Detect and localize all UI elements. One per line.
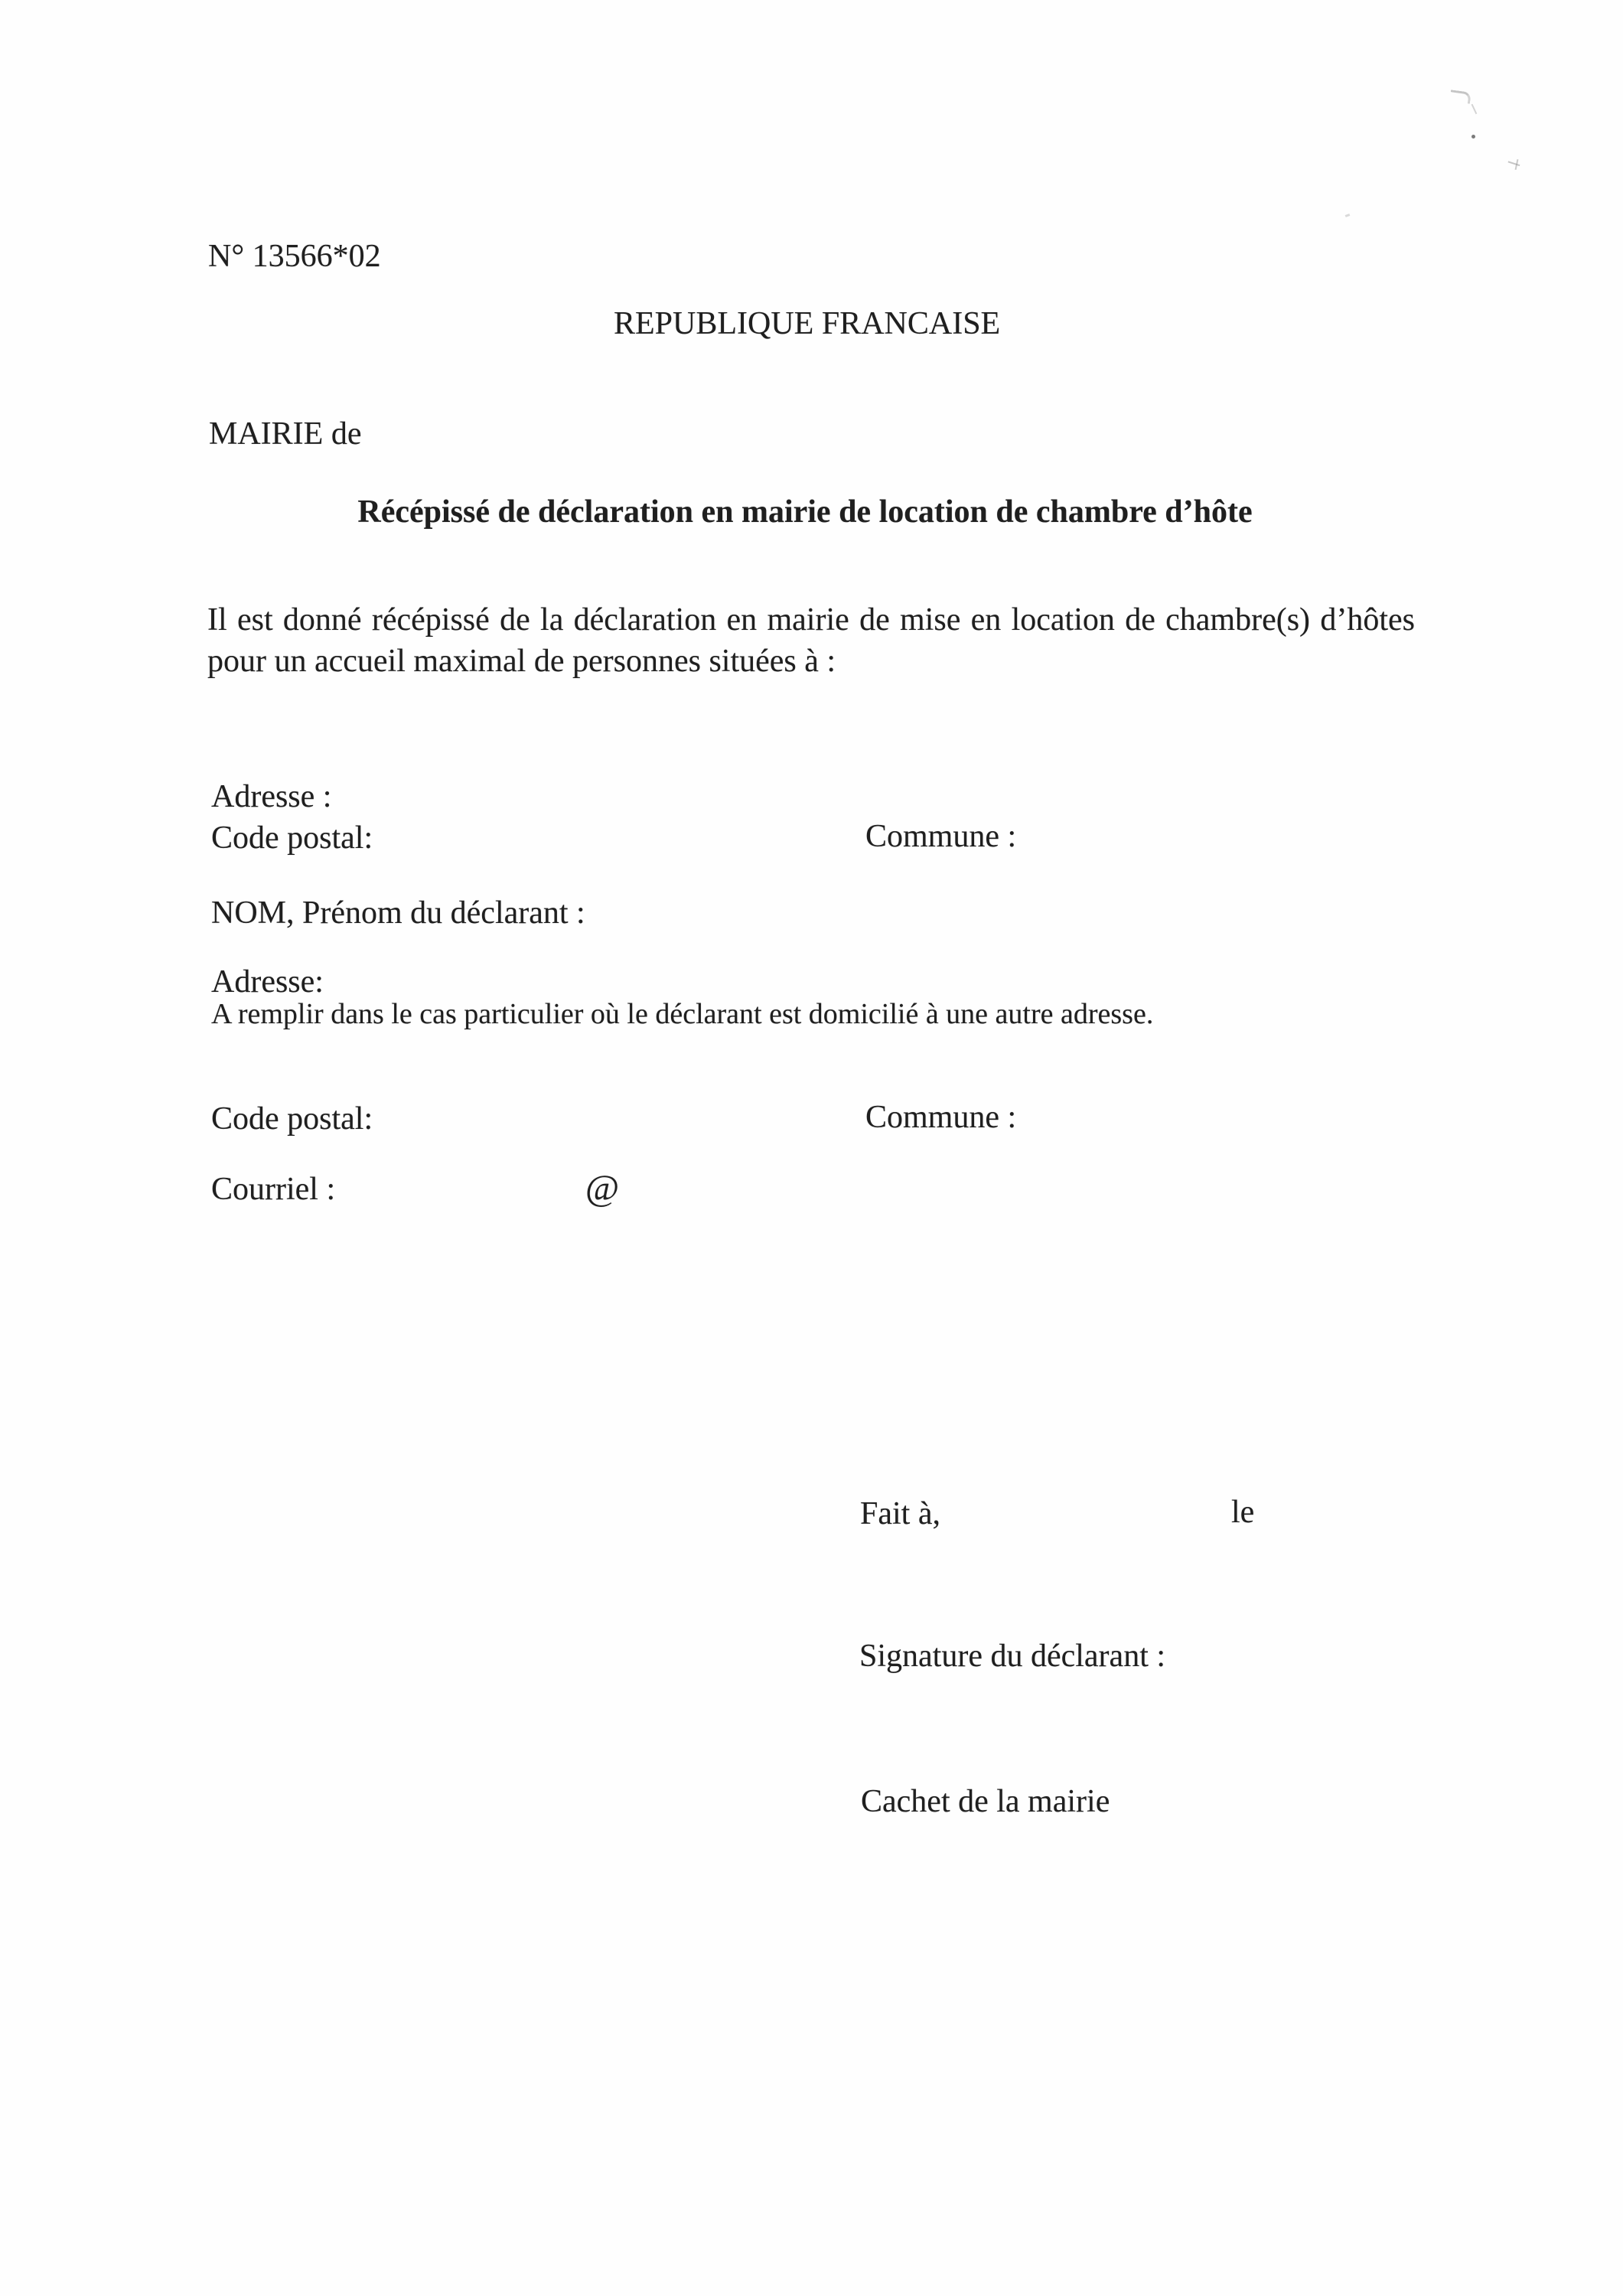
scan-smudge-mark xyxy=(1508,154,1523,166)
declarant-code-postal-label: Code postal: xyxy=(211,1101,373,1137)
intro-paragraph-line-2: pour un accueil maximal de personnes situées à : xyxy=(207,644,836,679)
property-code-postal-label: Code postal: xyxy=(211,820,373,856)
scan-smudge-mark xyxy=(1449,90,1471,104)
declarant-adresse-note: A remplir dans le cas particulier où le déclarant est domicilié à une autre adresse. xyxy=(211,998,1154,1030)
declarant-nom-prenom-label: NOM, Prénom du déclarant : xyxy=(211,895,585,931)
signature-declarant-label: Signature du déclarant : xyxy=(859,1639,1166,1674)
le-label: le xyxy=(1231,1495,1255,1530)
intro-paragraph-line-1: Il est donné récépissé de la déclaration en mairie de mise en location de chambre(s) d’hôtes xyxy=(207,602,1415,638)
property-adresse-label: Adresse : xyxy=(211,779,332,814)
document-title: Récépissé de déclaration en mairie de location de chambre d’hôte xyxy=(357,494,1253,530)
declarant-commune-label: Commune : xyxy=(865,1100,1017,1135)
scan-smudge-mark xyxy=(1463,104,1478,119)
declarant-adresse-label: Adresse: xyxy=(211,964,324,1000)
form-number: N° 13566*02 xyxy=(208,239,381,274)
mairie-de-label: MAIRIE de xyxy=(209,416,362,452)
declarant-courriel-label: Courriel : xyxy=(211,1172,336,1207)
scan-smudge-speck xyxy=(1345,214,1351,217)
scan-smudge-dot xyxy=(1471,135,1475,139)
intro-paragraph xyxy=(207,599,1415,682)
cachet-mairie-label: Cachet de la mairie xyxy=(861,1784,1110,1819)
scan-smudge-mark xyxy=(1515,159,1519,170)
courriel-at-sign: @ xyxy=(585,1168,620,1208)
property-commune-label: Commune : xyxy=(865,819,1017,854)
fait-a-label: Fait à, xyxy=(860,1496,940,1531)
republic-header: REPUBLIQUE FRANCAISE xyxy=(614,306,1001,341)
